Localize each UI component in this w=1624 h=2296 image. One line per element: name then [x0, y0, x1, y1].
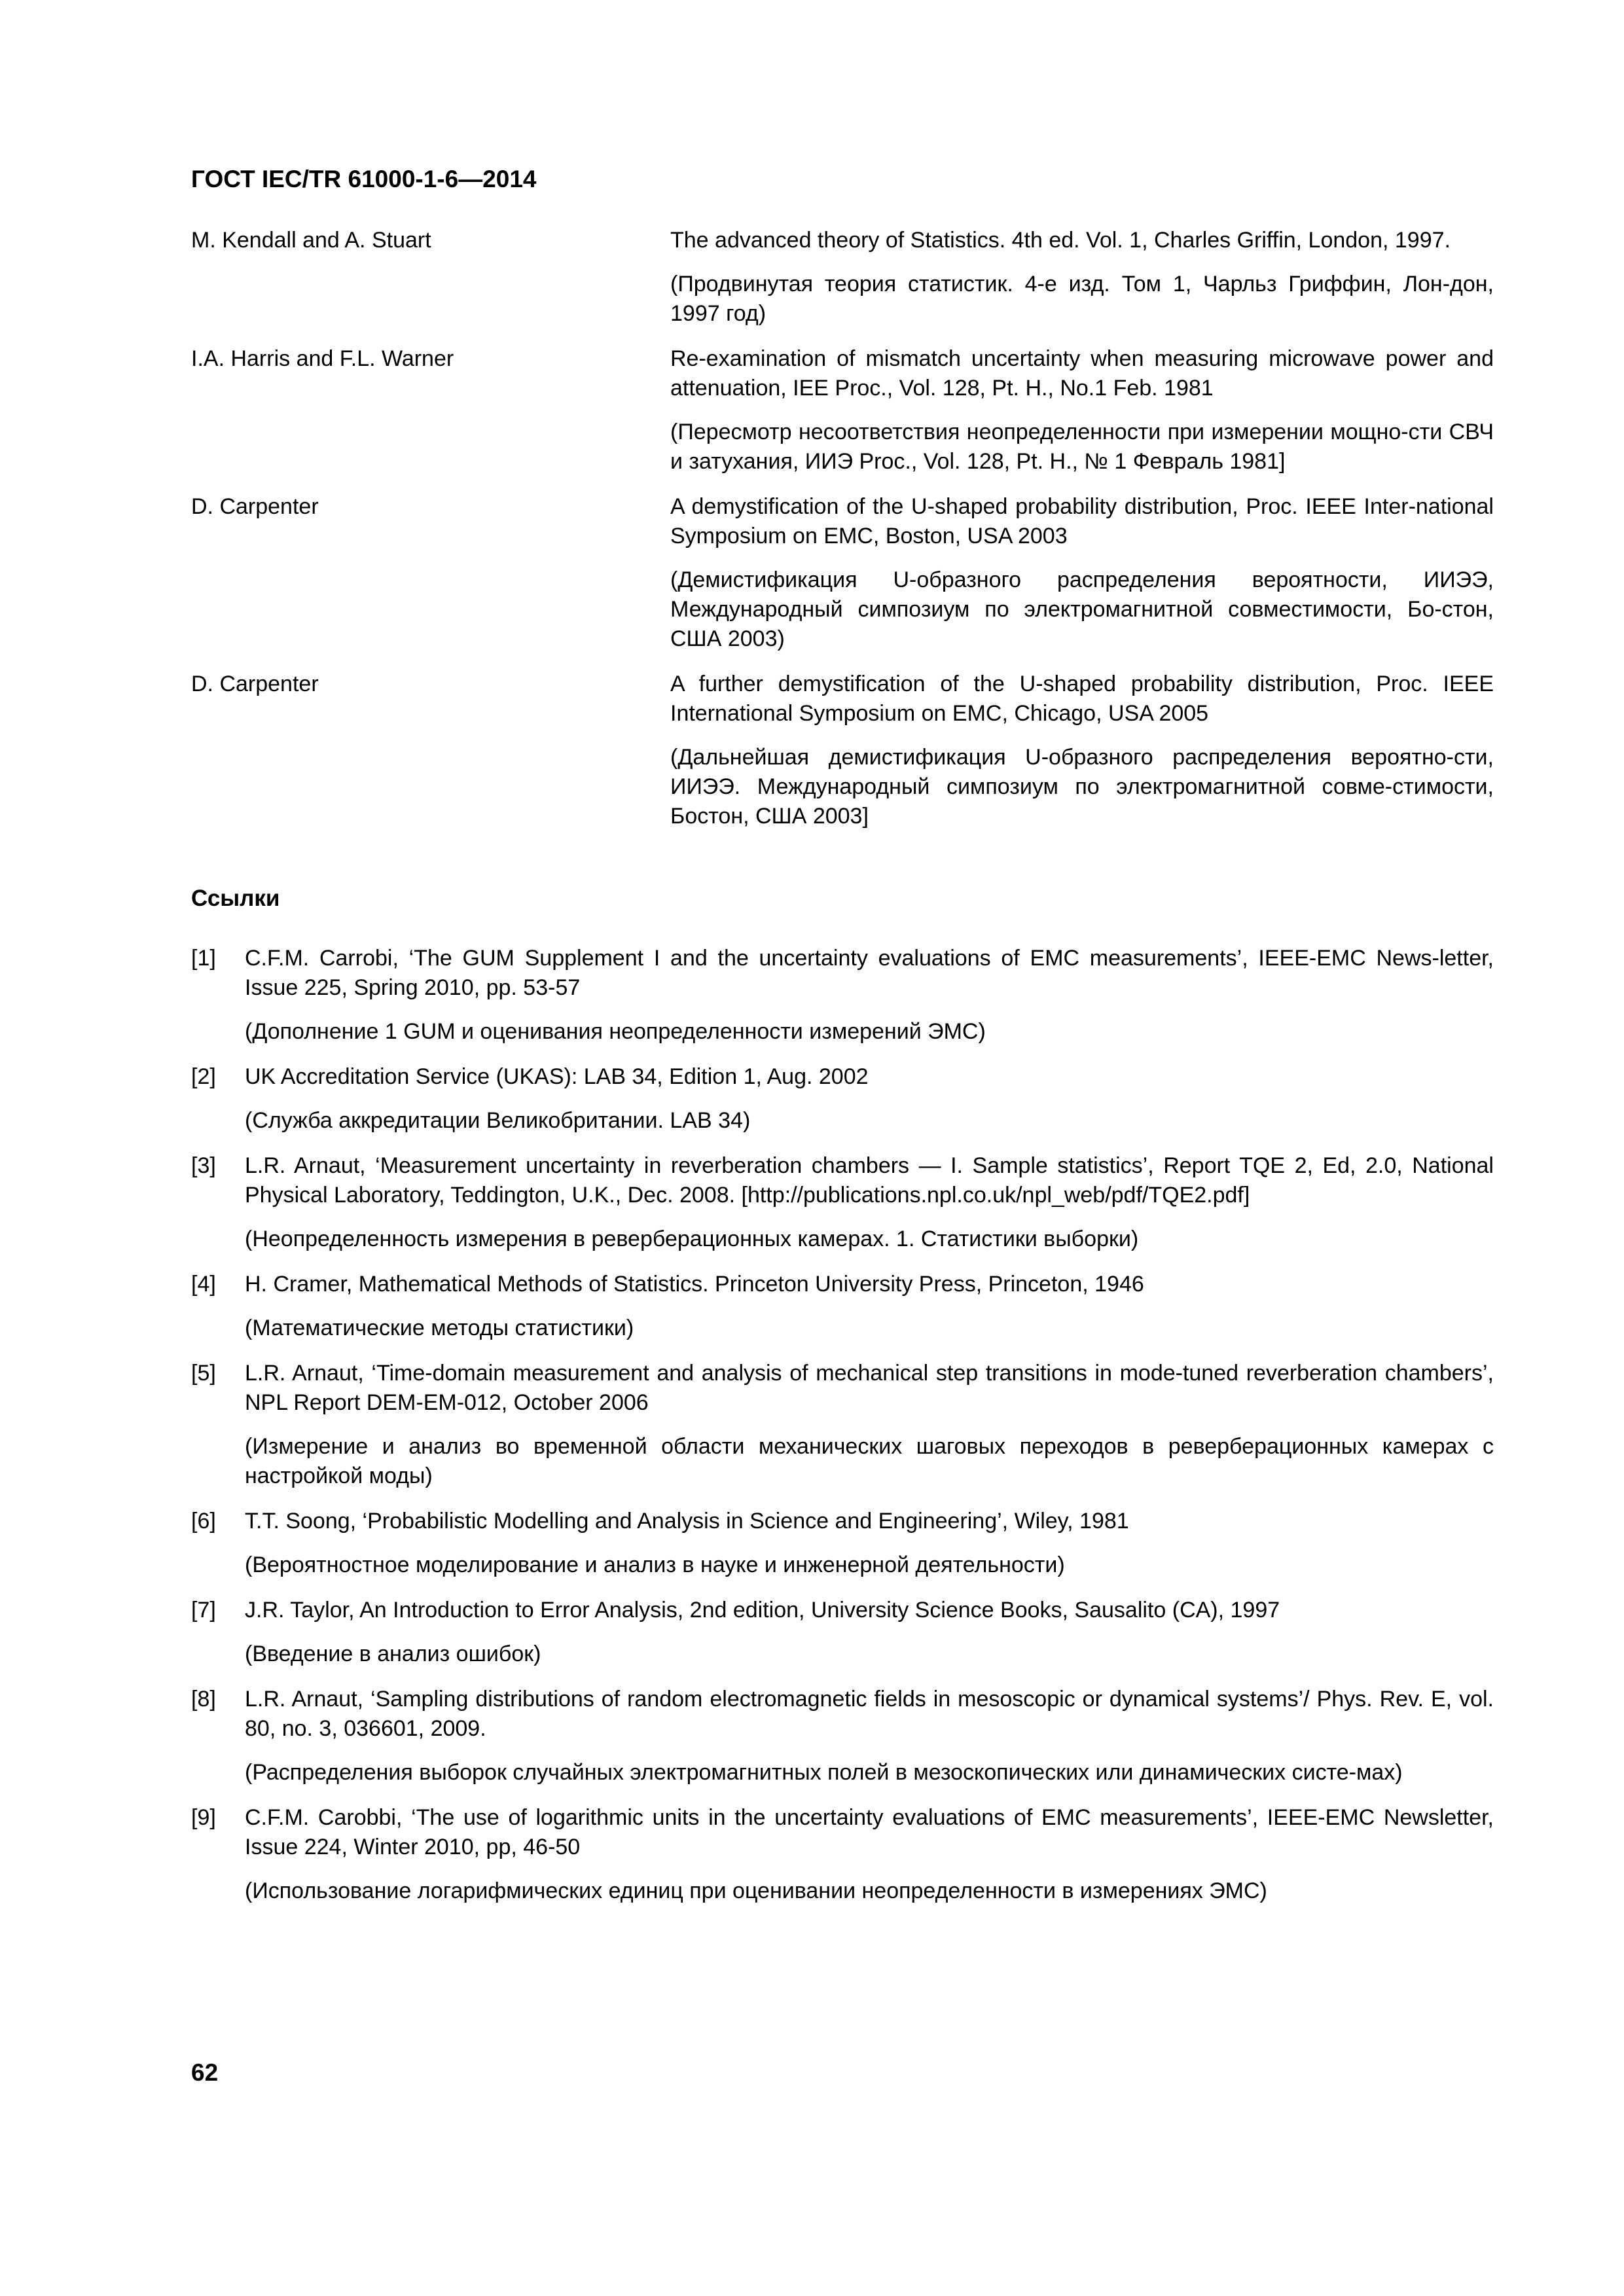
bibliography-entry	[191, 670, 1494, 831]
reference-body	[245, 1685, 1494, 1787]
page-number: 62	[191, 2059, 219, 2086]
reference-text: UK Accreditation Service (UKAS): LAB 34, Edition 1, Aug. 2002	[245, 1064, 869, 1089]
reference-translation: (Математические методы статистики)	[245, 1316, 634, 1340]
reference-translation: (Распределения выборок случайных электромагнитных полей в мезоскопических или динамических систе-мах)	[245, 1760, 1403, 1785]
reference-item	[191, 1062, 1494, 1136]
bibliography-author: I.A. Harris and F.L. Warner	[191, 346, 454, 371]
reference-item	[191, 1359, 1494, 1491]
reference-number: [9]	[191, 1805, 216, 1830]
reference-item	[191, 1507, 1494, 1580]
reference-text: C.F.M. Carrobi, ‘The GUM Supplement I and the uncertainty evaluations of EMC measurements’, IEEE-EMC News-letter, Issue 225, Spring 2010, pp. 53-57	[245, 946, 1494, 1000]
reference-translation: (Введение в анализ ошибок)	[245, 1641, 541, 1666]
bibliography-text-block	[670, 492, 1494, 654]
reference-number: [5]	[191, 1361, 216, 1386]
reference-translation: (Измерение и анализ во временной области механических шаговых переходов в реверберационных камерах с настройкой моды)	[245, 1434, 1494, 1488]
document-header: ГОСТ IEC/TR 61000-1-6—2014	[191, 166, 537, 192]
reference-item	[191, 1596, 1494, 1669]
reference-body	[245, 944, 1494, 1047]
bibliography-entry	[191, 492, 1494, 654]
reference-translation: (Вероятностное моделирование и анализ в науке и инженерной деятельности)	[245, 1552, 1065, 1577]
reference-translation: (Дополнение 1 GUM и оценивания неопределенности измерений ЭМС)	[245, 1019, 986, 1044]
reference-item	[191, 1803, 1494, 1906]
reference-body	[245, 1062, 1494, 1136]
bibliography-translation: (Демистификация U-образного распределения вероятности, ИИЭЭ, Международный симпозиум по электромагнитной совместимости, Бо-стон, США 2003)	[670, 567, 1494, 651]
reference-body	[245, 1803, 1494, 1906]
reference-number: [6]	[191, 1509, 216, 1534]
bibliography-text: Re-examination of mismatch uncertainty when measuring microwave power and attenuation, IEE Proc., Vol. 128, Pt. H., No.1 Feb. 1981	[670, 346, 1494, 401]
reference-item	[191, 1685, 1494, 1787]
references-list	[191, 944, 1494, 1922]
bibliography-text: A demystification of the U-shaped probability distribution, Proc. IEEE Inter-national Symposium on EMC, Boston, USA 2003	[670, 494, 1494, 548]
reference-text: J.R. Taylor, An Introduction to Error Analysis, 2nd edition, University Science Books, Sausalito (CA), 1997	[245, 1598, 1280, 1623]
reference-number: [8]	[191, 1687, 216, 1712]
bibliography-entry	[191, 226, 1494, 329]
bibliography-translation: (Пересмотр несоответствия неопределенности при измерении мощно-сти СВЧ и затухания, ИИЭ Proc., Vol. 128, Pt. H., № 1 Февраль 1981]	[670, 420, 1494, 474]
bibliography-translation: (Дальнейшая демистификация U-образного распределения вероятно-сти, ИИЭЭ. Международный симпозиум по электромагнитной совме-стимости, Бостон, США 2003]	[670, 745, 1494, 829]
references-title: Ссылки	[191, 886, 280, 911]
bibliography-author: D. Carpenter	[191, 672, 319, 696]
bibliography-text-block	[670, 344, 1494, 476]
reference-text: T.T. Soong, ‘Probabilistic Modelling and Analysis in Science and Engineering’, Wiley, 1981	[245, 1509, 1129, 1534]
bibliography-text: A further demystification of the U-shaped probability distribution, Proc. IEEE International Symposium on EMC, Chicago, USA 2005	[670, 672, 1494, 726]
reference-body	[245, 1507, 1494, 1580]
reference-number: [4]	[191, 1272, 216, 1297]
reference-item	[191, 1270, 1494, 1343]
reference-translation: (Неопределенность измерения в реверберационных камерах. 1. Статистики выборки)	[245, 1227, 1139, 1251]
bibliography-list	[191, 226, 1494, 847]
bibliography-text: The advanced theory of Statistics. 4th ed. Vol. 1, Charles Griffin, London, 1997.	[670, 228, 1451, 253]
reference-item	[191, 944, 1494, 1047]
reference-item	[191, 1151, 1494, 1254]
reference-text: L.R. Arnaut, ‘Measurement uncertainty in reverberation chambers — I. Sample statistics’, Report TQE 2, Ed, 2.0, National Physical Laboratory, Teddington, U.K., Dec. 2008. [http://publications.npl.co.uk/npl_web/pdf/TQE2.pdf]	[245, 1153, 1494, 1208]
reference-translation: (Служба аккредитации Великобритании. LAB 34)	[245, 1108, 751, 1133]
bibliography-author: M. Kendall and A. Stuart	[191, 228, 431, 253]
bibliography-translation: (Продвинутая теория статистик. 4-е изд. Том 1, Чарльз Гриффин, Лон-дон, 1997 год)	[670, 272, 1494, 326]
bibliography-entry	[191, 344, 1494, 476]
reference-text: H. Cramer, Mathematical Methods of Statistics. Princeton University Press, Princeton, 1946	[245, 1272, 1144, 1297]
reference-body	[245, 1596, 1494, 1669]
reference-text: C.F.M. Carobbi, ‘The use of logarithmic units in the uncertainty evaluations of EMC measurements’, IEEE-EMC Newsletter, Issue 224, Winter 2010, pp, 46-50	[245, 1805, 1494, 1859]
reference-number: [3]	[191, 1153, 216, 1178]
reference-text: L.R. Arnaut, ‘Sampling distributions of random electromagnetic fields in mesoscopic or dynamical systems’/ Phys. Rev. E, vol. 80, no. 3, 036601, 2009.	[245, 1687, 1494, 1741]
reference-translation: (Использование логарифмических единиц при оценивании неопределенности в измерениях ЭМС)	[245, 1878, 1267, 1903]
bibliography-author: D. Carpenter	[191, 494, 319, 519]
bibliography-text-block	[670, 670, 1494, 831]
reference-body	[245, 1270, 1494, 1343]
reference-text: L.R. Arnaut, ‘Time-domain measurement and analysis of mechanical step transitions in mode-tuned reverberation chambers’, NPL Report DEM-EM-012, October 2006	[245, 1361, 1494, 1415]
bibliography-text-block	[670, 226, 1494, 329]
reference-body	[245, 1151, 1494, 1254]
reference-number: [2]	[191, 1064, 216, 1089]
reference-body	[245, 1359, 1494, 1491]
reference-number: [7]	[191, 1598, 216, 1623]
reference-number: [1]	[191, 946, 216, 971]
